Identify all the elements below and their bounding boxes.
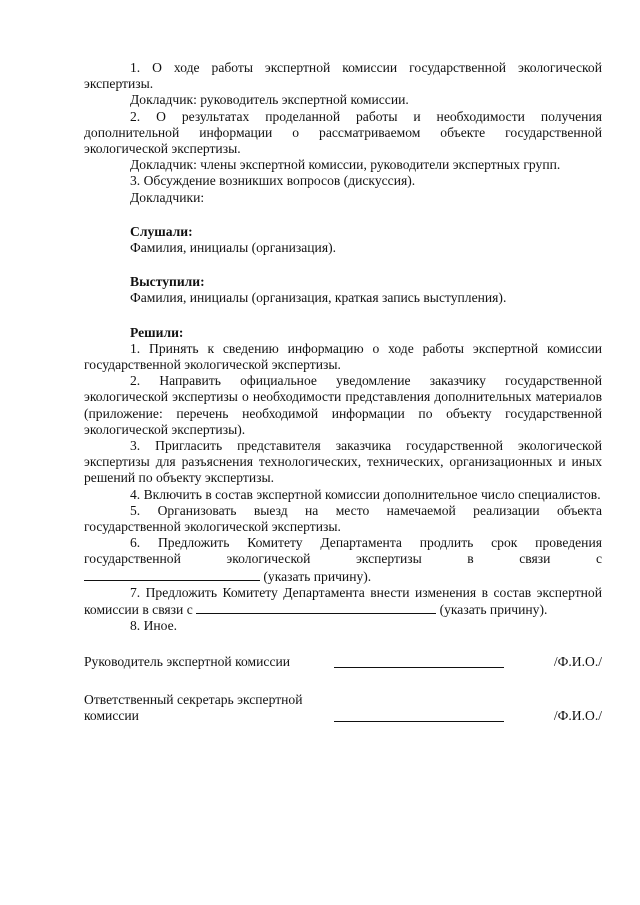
decision-item-8: 8. Иное. [130,618,178,634]
decision-item-2: 2. Направить официальное уведомление заказчику государственной экологической экспертизы о необходимости представления дополнительных материалов (приложение: перечень необходимой информации по объекту государственной экологической экспертизы). [84,373,602,437]
heard-text: Фамилия, инициалы (организация). [130,240,337,256]
signatures-section [84,654,602,728]
decided-section [84,325,602,635]
agenda-speaker-1: Докладчик: руководитель экспертной комиссии. [130,92,409,108]
decision-item-6 [84,535,602,585]
decision-item-6-text: 6. Предложить Комитету Департамента продлить срок проведения государственной экологической экспертизы в связи с [84,535,602,567]
decision-item-5: 5. Организовать выезд на место намечаемой реализации объекта государственной экологической экспертизы. [84,502,602,535]
head-signature-fio: /Ф.И.О./ [553,653,602,669]
reason-blank-line [196,601,436,614]
heard-section [84,224,602,256]
decided-heading: Решили: [130,324,184,340]
agenda-speaker-2: Докладчик: члены экспертной комиссии, руководители экспертных групп. [130,157,561,173]
agenda-item-3: 3. Обсуждение возникших вопросов (дискуссия). [130,173,416,189]
head-signature-label: Руководитель экспертной комиссии [84,653,291,669]
decision-item-3: 3. Пригласить представителя заказчика государственной экологической экспертизы для разъяснения технологических, технических, организационных и иных решений по объекту экспертизы. [84,438,602,486]
spoke-heading: Выступили: [130,274,205,290]
reason-blank-line [84,568,260,581]
secretary-signature-fio: /Ф.И.О./ [553,707,602,723]
agenda-item-2: 2. О результатах проделанной работы и необходимости получения дополнительной информации о рассматриваемом объекте государственной экологической экспертизы. [84,108,602,157]
head-signature-row [84,654,602,686]
secretary-signature-label: Ответственный секретарь экспертной комиссии [84,691,303,723]
decision-item-7-tail: (указать причину). [439,602,548,618]
decision-item-7 [84,585,602,618]
secretary-signature-line [334,721,504,722]
secretary-signature-row [84,692,602,728]
spoke-section [84,274,602,306]
spoke-text: Фамилия, инициалы (организация, краткая запись выступления). [130,290,507,306]
agenda-speakers-3: Докладчики: [130,189,205,205]
head-signature-line [334,667,504,668]
decision-item-1: 1. Принять к сведению информацию о ходе работы экспертной комиссии государственной экологической экспертизы. [84,340,602,373]
decision-item-4: 4. Включить в состав экспертной комиссии дополнительное число специалистов. [130,486,601,502]
heard-heading: Слушали: [130,223,193,239]
agenda-section [84,60,602,206]
decision-item-6-tail: (указать причину). [263,568,372,584]
decision-item-7-text: 7. Предложить Комитету Департамента внести изменения в состав экспертной комиссии в связи с [84,584,602,618]
agenda-item-1: 1. О ходе работы экспертной комиссии государственной экологической экспертизы. [84,60,602,92]
